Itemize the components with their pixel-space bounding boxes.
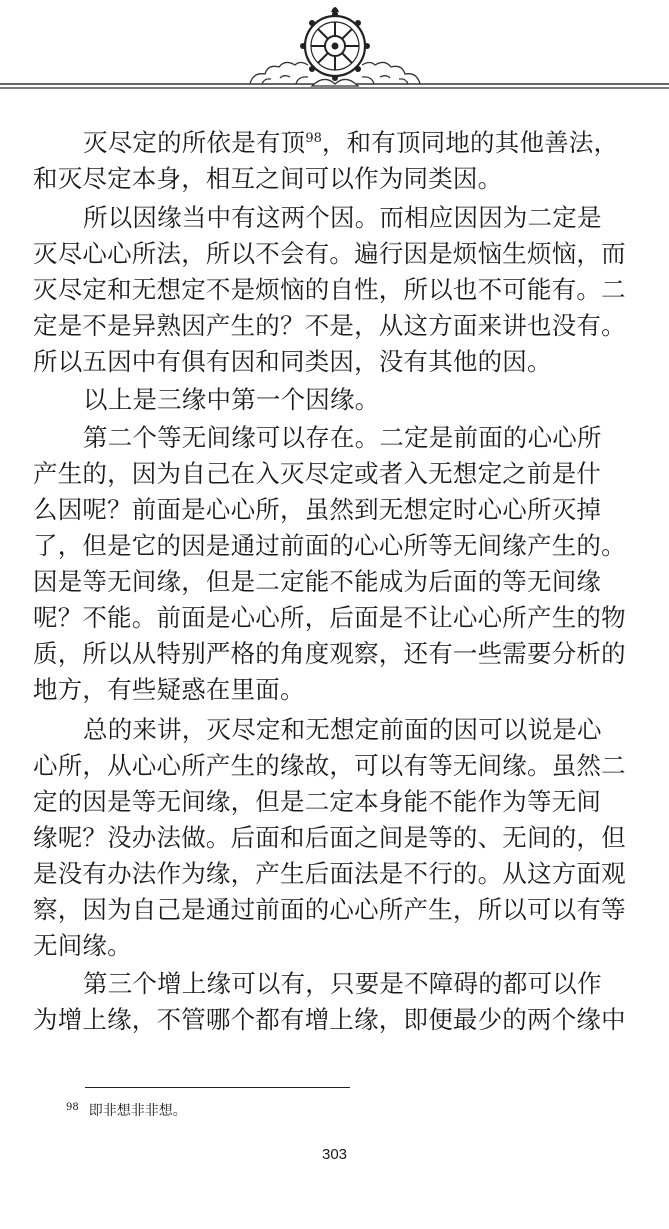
- text-line: 定是不是异熟因产生的？不是，从这方面来讲也没有。: [33, 311, 626, 340]
- text-line: 和灭尽定本身，相互之间可以作为同类因。: [33, 164, 503, 193]
- text-line: 察，因为自己是通过前面的心心所产生，所以可以有等: [33, 895, 626, 924]
- text-line: 灭尽心心所法，所以不会有。遍行因是烦恼生烦恼，而: [33, 239, 626, 268]
- text-line: 呢？不能。前面是心心所，后面是不让心心所产生的物: [33, 603, 626, 632]
- footnote-ref[interactable]: 98: [305, 131, 322, 146]
- text-line: 定的因是等无间缘，但是二定本身能不能作为等无间: [33, 787, 602, 816]
- page-number: 303: [321, 1146, 348, 1163]
- text-line: 总的来讲，灭尽定和无想定前面的因可以说是心: [83, 715, 602, 744]
- page-header-ornament: [0, 0, 669, 110]
- footnote-mark: 98: [66, 1102, 79, 1113]
- text-line: 为增上缘，不管哪个都有增上缘，即便最少的两个缘中: [33, 1005, 626, 1034]
- text-line: 因是等无间缘，但是二定能不能成为后面的等无间缘: [33, 567, 602, 596]
- text-line: 产生的，因为自己在入灭尽定或者入无想定之前是什: [33, 459, 602, 488]
- footnote: [66, 1101, 187, 1123]
- text-line: 无间缘。: [33, 931, 132, 960]
- text-line: 么因呢？前面是心心所，虽然到无想定时心心所灭掉: [33, 495, 602, 524]
- text-line: 第三个增上缘可以有，只要是不障碍的都可以作: [83, 969, 602, 998]
- text-line: 以上是三缘中第一个因缘。: [83, 385, 380, 414]
- text-line: 质，所以从特别严格的角度观察，还有一些需要分析的: [33, 639, 626, 668]
- text-line: 地方，有些疑惑在里面。: [33, 675, 305, 704]
- text-line: 所以五因中有俱有因和同类因，没有其他的因。: [33, 347, 552, 376]
- dharma-wheel-ornament: [0, 0, 669, 110]
- footnote-separator: [85, 1087, 350, 1088]
- text-line: 了，但是它的因是通过前面的心心所等无间缘产生的。: [33, 531, 626, 560]
- text-line: 缘呢？没办法做。后面和后面之间是等的、无间的，但: [33, 823, 626, 852]
- text-line: 灭尽定和无想定不是烦恼的自性，所以也不可能有。二: [33, 275, 626, 304]
- text-line: 灭尽定的所依是有顶$^{98}$，和有顶同地的其他善法，: [83, 128, 619, 157]
- text-line: 是没有办法作为缘，产生后面法是不行的。从这方面观: [33, 859, 626, 888]
- text-line: 心所，从心心所产生的缘故，可以有等无间缘。虽然二: [33, 751, 626, 780]
- footnote-text: 即非想非非想。: [88, 1103, 187, 1119]
- text-line: 所以因缘当中有这两个因。而相应因因为二定是: [83, 203, 602, 232]
- text-line: 第二个等无间缘可以存在。二定是前面的心心所: [83, 423, 602, 452]
